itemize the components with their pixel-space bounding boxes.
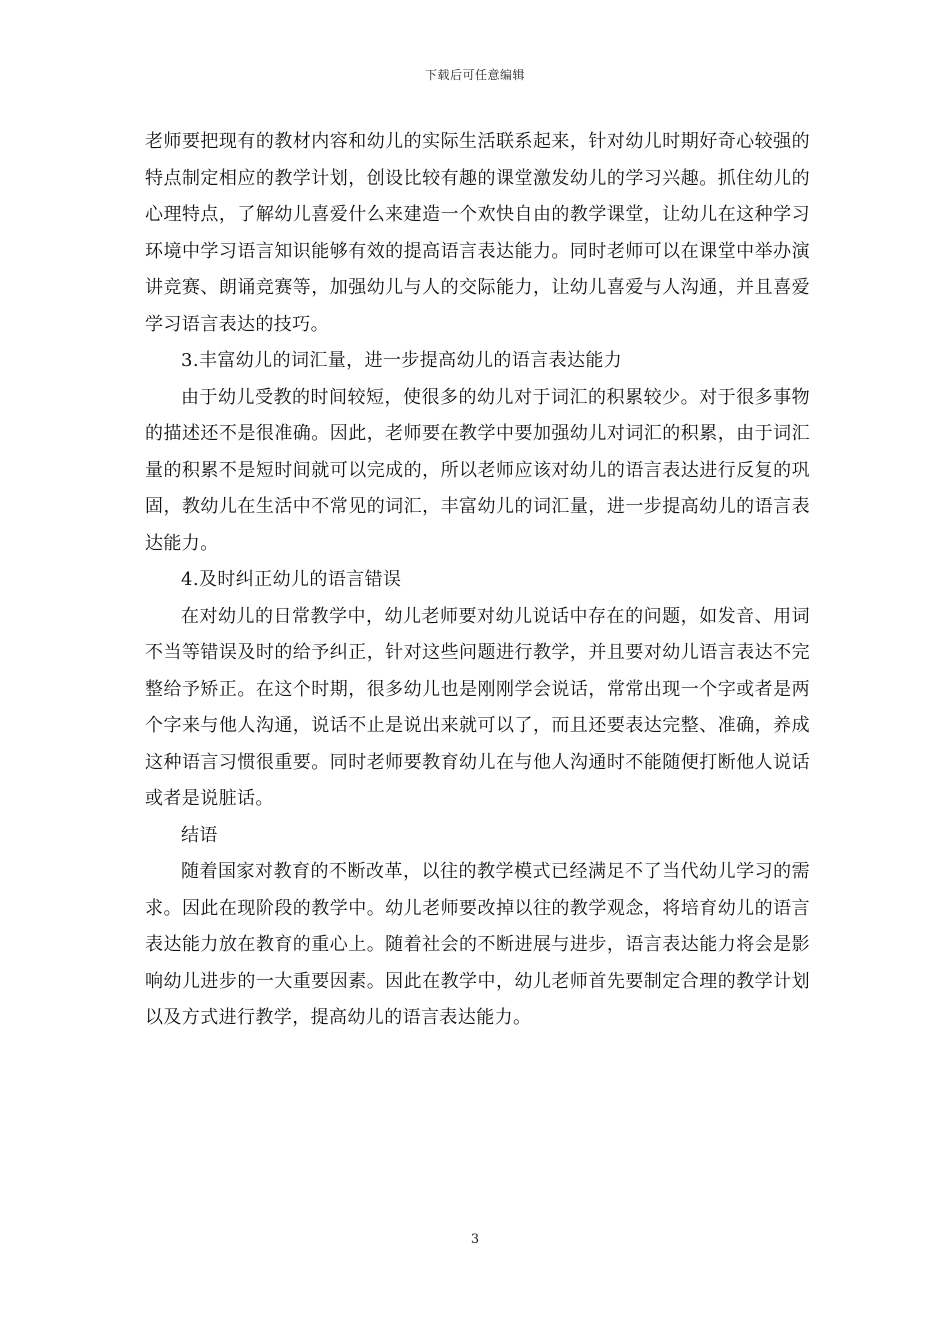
page-number: 3	[470, 1232, 480, 1247]
section-heading-4: 4.及时纠正幼儿的语言错误	[181, 569, 402, 590]
conclusion-heading: 结语	[181, 824, 218, 846]
document-body	[145, 124, 810, 1037]
paragraph-correction: 在对幼儿的日常教学中，幼儿老师要对幼儿说话中存在的问题，如发音、用词不当等错误及时的给予纠正，针对这些问题进行教学，并且要对幼儿语言表达不完整给予矫正。在这个时期，很多幼儿也是刚刚学会说话，常常出现一个字或者是两个字来与他人沟通，说话不止是说出来就可以了，而且还要表达完整、准确，养成这种语言习惯很重要。同时老师要教育幼儿在与他人沟通时不能随便打断他人说话或者是说脏话。	[145, 605, 810, 809]
paragraph-conclusion: 随着国家对教育的不断改革，以往的教学模式已经满足不了当代幼儿学习的需求。因此在现阶段的教学中。幼儿老师要改掉以往的教学观念，将培育幼儿的语言表达能力放在教育的重心上。随着社会的不断进展与进步，语言表达能力将会是影响幼儿进步的一大重要因素。因此在教学中，幼儿老师首先要制定合理的教学计划以及方式进行教学，提高幼儿的语言表达能力。	[145, 861, 810, 1028]
page-header: 下载后可任意编辑	[424, 68, 525, 82]
section-heading-3: 3.丰富幼儿的词汇量，进一步提高幼儿的语言表达能力	[181, 350, 623, 371]
paragraph-continuation: 老师要把现有的教材内容和幼儿的实际生活联系起来，针对幼儿时期好奇心较强的特点制定相应的教学计划，创设比较有趣的课堂激发幼儿的学习兴趣。抓住幼儿的心理特点，了解幼儿喜爱什么来建造一个欢快自由的教学课堂，让幼儿在这种学习环境中学习语言知识能够有效的提高语言表达能力。同时老师可以在课堂中举办演讲竞赛、朗诵竞赛等，加强幼儿与人的交际能力，让幼儿喜爱与人沟通，并且喜爱学习语言表达的技巧。	[145, 131, 810, 335]
paragraph-vocabulary: 由于幼儿受教的时间较短，使很多的幼儿对于词汇的积累较少。对于很多事物的描述还不是很准确。因此，老师要在教学中要加强幼儿对词汇的积累，由于词汇量的积累不是短时间就可以完成的，所以老师应该对幼儿的语言表达进行反复的巩固，教幼儿在生活中不常见的词汇，丰富幼儿的词汇量，进一步提高幼儿的语言表达能力。	[145, 386, 810, 554]
